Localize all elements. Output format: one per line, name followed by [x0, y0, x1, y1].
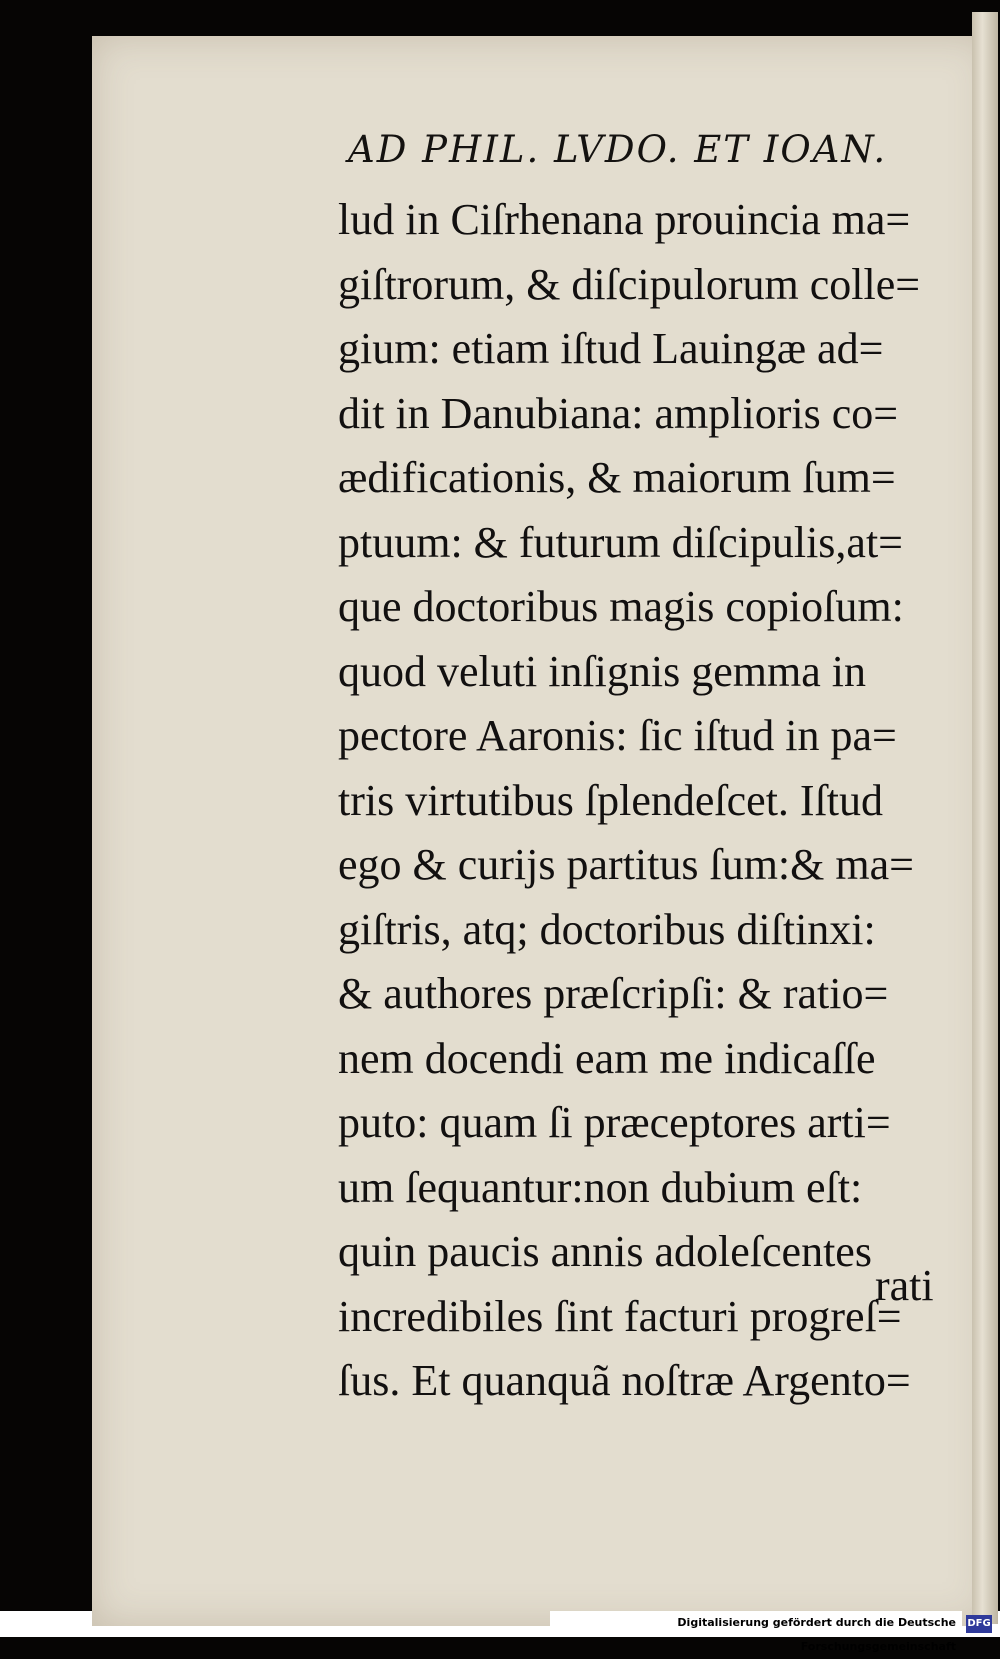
text-line: lud in Ciſrhenana prouincia ma=: [338, 195, 911, 244]
text-line: ego & curijs partitus ſum:& ma=: [338, 840, 914, 889]
footer-credit: Digitalisierung gefördert durch die Deutsche Forschungsgemeinschaft: [550, 1611, 962, 1635]
dfg-logo-icon: DFG: [966, 1615, 992, 1633]
text-line: ædificationis, & maiorum ſum=: [338, 453, 896, 502]
running-head: AD PHIL. LVDO. ET IOAN.: [348, 128, 888, 171]
text-line: quod veluti inſignis gemma in: [338, 646, 866, 696]
text-line: tris virtutibus ſplendeſcet. Iſtud: [338, 775, 884, 825]
text-line: quin paucis annis adoleſcentes: [338, 1227, 872, 1276]
text-line: que doctoribus magis copioſum:: [338, 582, 904, 631]
text-line: giſtrorum, & diſcipulorum colle=: [338, 259, 921, 309]
text-block: [338, 188, 948, 1414]
text-line: nem docendi eam me indicaſſe: [338, 1033, 876, 1083]
text-line: gium: etiam iſtud Lauingæ ad=: [338, 324, 884, 373]
text-line: pectore Aaronis: ſic iſtud in pa=: [338, 711, 897, 760]
text-line: ptuum: & futurum diſcipulis,at=: [338, 517, 903, 567]
catchword: rati: [875, 1261, 934, 1310]
text-line: um ſequantur:non dubium eſt:: [338, 1162, 863, 1212]
page-edge: [972, 12, 998, 1624]
text-line: puto: quam ſi præceptores arti=: [338, 1098, 891, 1147]
text-line: giſtris, atq; doctoribus diſtinxi:: [338, 904, 876, 954]
text-line: incredibiles ſint facturi progreſ=: [338, 1291, 902, 1341]
text-line: ſus. Et quanquã noſtræ Argento=: [338, 1356, 911, 1405]
text-line: & authores præſcripſi: & ratio=: [338, 969, 889, 1018]
text-line: dit in Danubiana: amplioris co=: [338, 388, 899, 438]
